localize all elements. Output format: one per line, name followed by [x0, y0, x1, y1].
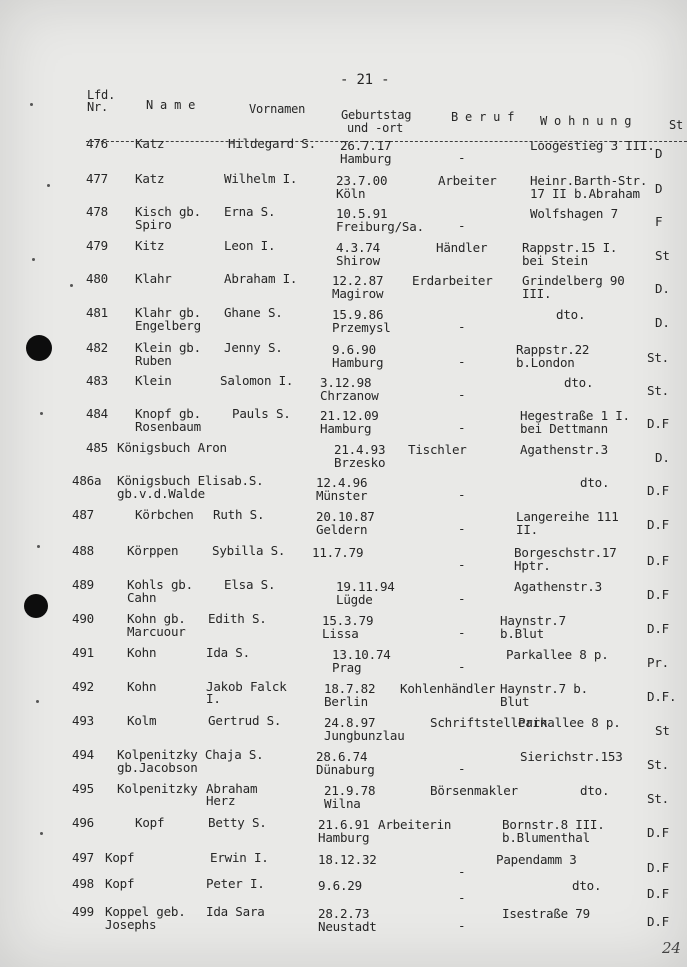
row-wohnung: dto.	[572, 878, 602, 893]
row-number: 487	[72, 507, 94, 522]
row-name: Josephs	[105, 917, 157, 932]
row-vorname: Sybilla S.	[212, 543, 286, 558]
row-geburt: Brzesko	[334, 455, 386, 470]
row-beruf: -	[458, 918, 466, 933]
row-wohnung: dto.	[580, 783, 610, 798]
row-geburt: Shirow	[336, 253, 380, 268]
row-vorname: Elsa S.	[224, 577, 276, 592]
speck	[32, 258, 35, 261]
row-wohnung: Loogestieg 3 III.	[530, 138, 655, 153]
row-st: D.	[655, 450, 670, 465]
row-geburt: Przemysl	[332, 320, 391, 335]
row-name: Klahr gb.	[135, 305, 201, 320]
row-name: Katz	[135, 171, 165, 186]
row-st: D.F	[647, 517, 669, 532]
row-name: Kohn	[127, 645, 157, 660]
row-geburt: Köln	[336, 186, 366, 201]
row-name: Kolm	[127, 713, 157, 728]
row-beruf: Arbeiterin	[378, 817, 452, 832]
row-beruf: -	[458, 319, 466, 334]
row-geburt: Berlin	[324, 694, 368, 709]
row-name: Königsbuch Aron	[117, 440, 227, 455]
row-st: D.	[655, 281, 670, 296]
row-number: 483	[86, 373, 108, 388]
row-geburt: Hamburg	[332, 355, 384, 370]
row-geburt: 10.5.91	[336, 206, 388, 221]
corner-note: 24	[662, 939, 681, 957]
row-beruf: -	[458, 487, 466, 502]
row-name: gb.v.d.Walde	[117, 486, 205, 501]
row-wohnung: Parkallee 8 p.	[506, 647, 609, 662]
row-beruf: -	[458, 890, 466, 905]
row-geburt: Freiburg/Sa.	[336, 219, 424, 234]
row-name: Körbchen	[135, 507, 194, 522]
row-beruf: -	[458, 761, 466, 776]
row-wohnung: Hegestraße 1 I.	[520, 408, 630, 423]
speck	[40, 412, 43, 415]
row-geburt: 4.3.74	[336, 240, 380, 255]
row-vorname: Wilhelm I.	[224, 171, 298, 186]
speck	[70, 284, 73, 287]
row-wohnung: dto.	[564, 375, 594, 390]
row-st: D.F	[647, 621, 669, 636]
row-geburt: 12.2.87	[332, 273, 384, 288]
row-beruf: -	[458, 659, 466, 674]
row-name: Engelberg	[135, 318, 201, 333]
row-wohnung: Isestraße 79	[502, 906, 590, 921]
row-vorname: Ghane S.	[224, 305, 283, 320]
header-geburt-2: und -ort	[347, 121, 404, 135]
row-wohnung: Wolfshagen 7	[530, 206, 618, 221]
row-geburt: 15.9.86	[332, 307, 384, 322]
row-geburt: Prag	[332, 660, 362, 675]
row-wohnung: bei Dettmann	[520, 421, 608, 436]
row-st: F	[655, 214, 663, 229]
row-geburt: Wilna	[324, 796, 361, 811]
row-vorname: Salomon I.	[220, 373, 294, 388]
row-wohnung: Bornstr.8 III.	[502, 817, 605, 832]
row-wohnung: Parkallee 8 p.	[518, 715, 621, 730]
row-name: Kohn	[127, 679, 157, 694]
row-beruf: Kohlenhändler	[400, 681, 496, 696]
row-number: 494	[72, 747, 94, 762]
row-vorname: I.	[206, 691, 221, 706]
row-number: 480	[86, 271, 108, 286]
row-beruf: -	[458, 864, 466, 879]
row-number: 478	[86, 204, 108, 219]
row-geburt: Hamburg	[318, 830, 370, 845]
row-geburt: 19.11.94	[336, 579, 395, 594]
speck	[47, 184, 50, 187]
row-geburt: 21.12.09	[320, 408, 379, 423]
row-st: D.F.	[647, 689, 677, 704]
row-st: D.F	[647, 914, 669, 929]
row-name: Marcuour	[127, 624, 186, 639]
row-number: 493	[72, 713, 94, 728]
row-st: D.F	[647, 553, 669, 568]
speck	[36, 700, 39, 703]
row-geburt: 26.7.17	[340, 138, 392, 153]
row-wohnung: Langereihe 111	[516, 509, 619, 524]
row-geburt: Hamburg	[340, 151, 392, 166]
row-vorname: Abraham	[206, 781, 258, 796]
row-wohnung: Borgeschstr.17	[514, 545, 617, 560]
row-beruf: -	[458, 420, 466, 435]
row-geburt: Dünaburg	[316, 762, 375, 777]
header-vornamen: Vornamen	[249, 102, 306, 116]
row-wohnung: Rappstr.15 I.	[522, 240, 618, 255]
row-st: D	[655, 181, 663, 196]
row-st: D.F	[647, 483, 669, 498]
row-beruf: Börsenmakler	[430, 783, 518, 798]
row-geburt: 20.10.87	[316, 509, 375, 524]
row-wohnung: b.Blut	[500, 626, 544, 641]
speck	[37, 545, 40, 548]
row-vorname: Abraham I.	[224, 271, 298, 286]
row-name: Kolpenitzky	[117, 781, 198, 796]
row-vorname: Ida Sara	[206, 904, 265, 919]
row-number: 485	[86, 440, 108, 455]
row-wohnung: Haynstr.7 b.	[500, 681, 588, 696]
row-geburt: Jungbunzlau	[324, 728, 405, 743]
row-wohnung: Haynstr.7	[500, 613, 566, 628]
row-number: 488	[72, 543, 94, 558]
row-number: 489	[72, 577, 94, 592]
row-name: Klein	[135, 373, 172, 388]
row-geburt: Lügde	[336, 592, 373, 607]
row-number: 495	[72, 781, 94, 796]
row-beruf: Erdarbeiter	[412, 273, 493, 288]
page-number: - 21 -	[340, 72, 390, 88]
row-number: 498	[72, 876, 94, 891]
row-name: Katz	[135, 136, 165, 151]
row-vorname: Erna S.	[224, 204, 276, 219]
row-name: Körppen	[127, 543, 179, 558]
row-st: Pr.	[647, 655, 669, 670]
row-number: 476	[86, 136, 108, 151]
row-wohnung: b.Blumenthal	[502, 830, 590, 845]
row-name: Königsbuch Elisab.S.	[117, 473, 264, 488]
row-number: 491	[72, 645, 94, 660]
row-beruf: -	[458, 218, 466, 233]
row-vorname: Hildegard S.	[228, 136, 316, 151]
row-name: Koppel geb.	[105, 904, 186, 919]
speck	[40, 832, 43, 835]
row-vorname: Erwin I.	[210, 850, 269, 865]
row-geburt: Lissa	[322, 626, 359, 641]
row-vorname: Jakob Falck	[206, 679, 287, 694]
row-beruf: -	[458, 387, 466, 402]
row-name: Ruben	[135, 353, 172, 368]
row-wohnung: dto.	[580, 475, 610, 490]
row-name: Cahn	[127, 590, 157, 605]
row-geburt: Chrzanow	[320, 388, 379, 403]
row-beruf: -	[458, 557, 466, 572]
row-number: 484	[86, 406, 108, 421]
row-geburt: 18.7.82	[324, 681, 376, 696]
row-st: St	[655, 248, 670, 263]
row-vorname: Pauls S.	[232, 406, 291, 421]
row-geburt: 11.7.79	[312, 545, 364, 560]
row-geburt: 28.6.74	[316, 749, 368, 764]
row-wohnung: Agathenstr.3	[514, 579, 602, 594]
row-wohnung: Grindelberg 90	[522, 273, 625, 288]
row-vorname: Herz	[206, 793, 236, 808]
row-geburt: 28.2.73	[318, 906, 370, 921]
row-name: Kopf	[135, 815, 165, 830]
row-beruf: Tischler	[408, 442, 467, 457]
row-geburt: Hamburg	[320, 421, 372, 436]
row-st: D.	[655, 315, 670, 330]
row-wohnung: Hptr.	[514, 558, 551, 573]
row-geburt: Neustadt	[318, 919, 377, 934]
row-number: 490	[72, 611, 94, 626]
row-beruf: Arbeiter	[438, 173, 497, 188]
row-name: Kisch gb.	[135, 204, 201, 219]
row-st: St.	[647, 791, 669, 806]
row-geburt: 24.8.97	[324, 715, 376, 730]
header-geburt-1: Geburtstag	[341, 108, 412, 122]
row-vorname: Ida S.	[206, 645, 250, 660]
row-geburt: 21.4.93	[334, 442, 386, 457]
row-geburt: 9.6.29	[318, 878, 362, 893]
header-st: St	[669, 118, 684, 132]
row-wohnung: Papendamm 3	[496, 852, 577, 867]
row-wohnung: Blut	[500, 694, 530, 709]
row-geburt: 21.6.91	[318, 817, 370, 832]
row-wohnung: bei Stein	[522, 253, 588, 268]
row-st: St	[655, 723, 670, 738]
row-st: St.	[647, 757, 669, 772]
row-geburt: Magirow	[332, 286, 384, 301]
row-vorname: Edith S.	[208, 611, 267, 626]
row-beruf: -	[458, 591, 466, 606]
row-number: 481	[86, 305, 108, 320]
row-name: Kopf	[105, 850, 135, 865]
row-beruf: -	[458, 150, 466, 165]
row-vorname: Leon I.	[224, 238, 276, 253]
row-geburt: 9.6.90	[332, 342, 376, 357]
row-geburt: 21.9.78	[324, 783, 376, 798]
header-beruf: B e r u f	[451, 110, 515, 124]
row-beruf: -	[458, 625, 466, 640]
row-wohnung: Rappstr.22	[516, 342, 590, 357]
row-wohnung: Sierichstr.153	[520, 749, 623, 764]
header-nr: Nr.	[87, 100, 109, 114]
row-name: Rosenbaum	[135, 419, 201, 434]
header-lfd: Lfd.	[87, 88, 116, 102]
row-name: Kohls gb.	[127, 577, 193, 592]
row-number: 486a	[72, 473, 102, 488]
row-wohnung: 17 II b.Abraham	[530, 186, 640, 201]
row-vorname: Gertrud S.	[208, 713, 282, 728]
row-geburt: 13.10.74	[332, 647, 391, 662]
row-vorname: Ruth S.	[213, 507, 265, 522]
row-geburt: Münster	[316, 488, 368, 503]
speck	[30, 103, 33, 106]
punch-hole-upper	[26, 335, 52, 361]
row-name: Kohn gb.	[127, 611, 186, 626]
row-wohnung: Heinr.Barth-Str.	[530, 173, 648, 188]
row-st: D.F	[647, 860, 669, 875]
row-st: D	[655, 146, 663, 161]
row-number: 496	[72, 815, 94, 830]
row-number: 497	[72, 850, 94, 865]
row-wohnung: II.	[516, 522, 538, 537]
row-st: D.F	[647, 416, 669, 431]
row-geburt: Geldern	[316, 522, 368, 537]
row-name: Knopf gb.	[135, 406, 201, 421]
row-beruf: -	[458, 521, 466, 536]
row-geburt: 18.12.32	[318, 852, 377, 867]
header-name: N a m e	[146, 98, 196, 112]
row-number: 482	[86, 340, 108, 355]
row-name: Kitz	[135, 238, 165, 253]
row-beruf: -	[458, 354, 466, 369]
row-wohnung: Agathenstr.3	[520, 442, 608, 457]
row-geburt: 23.7.00	[336, 173, 388, 188]
row-geburt: 15.3.79	[322, 613, 374, 628]
header-wohnung: W o h n u n g	[540, 114, 632, 128]
row-geburt: 12.4.96	[316, 475, 368, 490]
row-name: Kolpenitzky Chaja S.	[117, 747, 264, 762]
row-vorname: Peter I.	[206, 876, 265, 891]
punch-hole-lower	[24, 594, 48, 618]
row-st: D.F	[647, 886, 669, 901]
row-wohnung: dto.	[556, 307, 586, 322]
row-number: 477	[86, 171, 108, 186]
row-name: Spiro	[135, 217, 172, 232]
row-st: St.	[647, 383, 669, 398]
row-geburt: 3.12.98	[320, 375, 372, 390]
row-vorname: Betty S.	[208, 815, 267, 830]
row-beruf: Schriftstellerin	[430, 715, 548, 730]
row-name: Klein gb.	[135, 340, 201, 355]
row-wohnung: b.London	[516, 355, 575, 370]
row-number: 492	[72, 679, 94, 694]
row-name: Klahr	[135, 271, 172, 286]
row-beruf: Händler	[436, 240, 488, 255]
row-vorname: Jenny S.	[224, 340, 283, 355]
row-wohnung: III.	[522, 286, 552, 301]
row-st: St.	[647, 350, 669, 365]
row-name: gb.Jacobson	[117, 760, 198, 775]
row-number: 479	[86, 238, 108, 253]
row-st: D.F	[647, 825, 669, 840]
row-name: Kopf	[105, 876, 135, 891]
row-st: D.F	[647, 587, 669, 602]
row-number: 499	[72, 904, 94, 919]
